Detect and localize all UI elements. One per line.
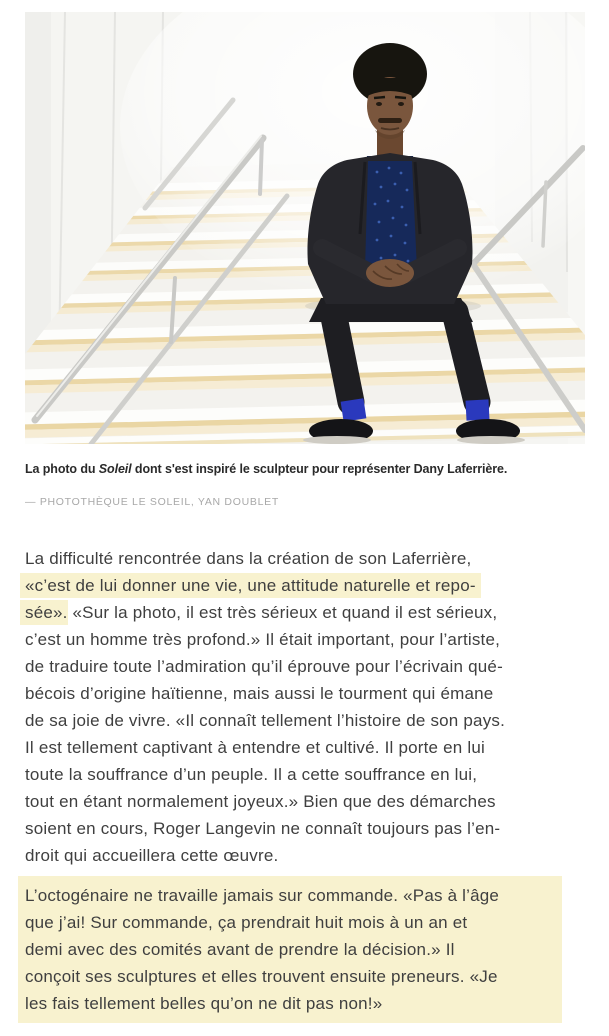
- body-text: bécois d’origine haïtienne, mais aussi le tourment qui émane: [25, 684, 494, 703]
- highlighted-text: «c’est de lui donner une vie, une attitude naturelle et repo-: [25, 573, 476, 598]
- photo-caption: [25, 460, 584, 479]
- highlighted-text: demi avec des comités avant de prendre la décision.» Il: [25, 940, 455, 959]
- photo-credit: — PHOTOTHÈQUE LE SOLEIL, YAN DOUBLET: [25, 496, 279, 508]
- highlighted-text: que j’ai! Sur commande, ça prendrait huit mois à un an et: [25, 913, 468, 932]
- body-text: de traduire toute l’admiration qu’il éprouve pour l’écrivain qué-: [25, 657, 503, 676]
- body-text: Il est tellement captivant à entendre et cultivé. Il porte en lui: [25, 738, 485, 757]
- body-text: La difficulté rencontrée dans la création de son Laferrière,: [25, 549, 472, 568]
- body-text: tout en étant normalement joyeux.» Bien que des démarches: [25, 792, 496, 811]
- body-text: toute la souffrance d’un peuple. Il a cette souffrance en lui,: [25, 765, 478, 784]
- body-text: . «Sur la photo, il est très sérieux et quand il est sérieux,: [62, 603, 498, 622]
- highlighted-paragraph: [18, 876, 562, 1023]
- caption-text: La photo du: [25, 462, 99, 476]
- body-text: soient en cours, Roger Langevin ne connaît toujours pas l’en-: [25, 819, 501, 838]
- paragraph: [25, 545, 580, 869]
- caption-text: dont s'est inspiré le sculpteur pour représenter Dany Laferrière.: [131, 462, 508, 476]
- highlighted-text: L’octogénaire ne travaille jamais sur commande. «Pas à l’âge: [25, 886, 500, 905]
- photo-illustration: [25, 12, 585, 444]
- article-body: [0, 545, 609, 1023]
- highlighted-text: sée»: [25, 600, 63, 625]
- highlighted-text: les fais tellement belles qu’on ne dit pas non!»: [25, 994, 383, 1013]
- body-text: de sa joie de vivre. «Il connaît tellement l’histoire de son pays.: [25, 711, 506, 730]
- caption-publication-name: Soleil: [98, 462, 132, 476]
- article-photo: [25, 12, 585, 444]
- highlighted-text: conçoit ses sculptures et elles trouvent ensuite preneurs. «Je: [25, 967, 498, 986]
- body-text: c’est un homme très profond.» Il était important, pour l’artiste,: [25, 630, 501, 649]
- body-text: droit qui accueillera cette œuvre.: [25, 846, 279, 865]
